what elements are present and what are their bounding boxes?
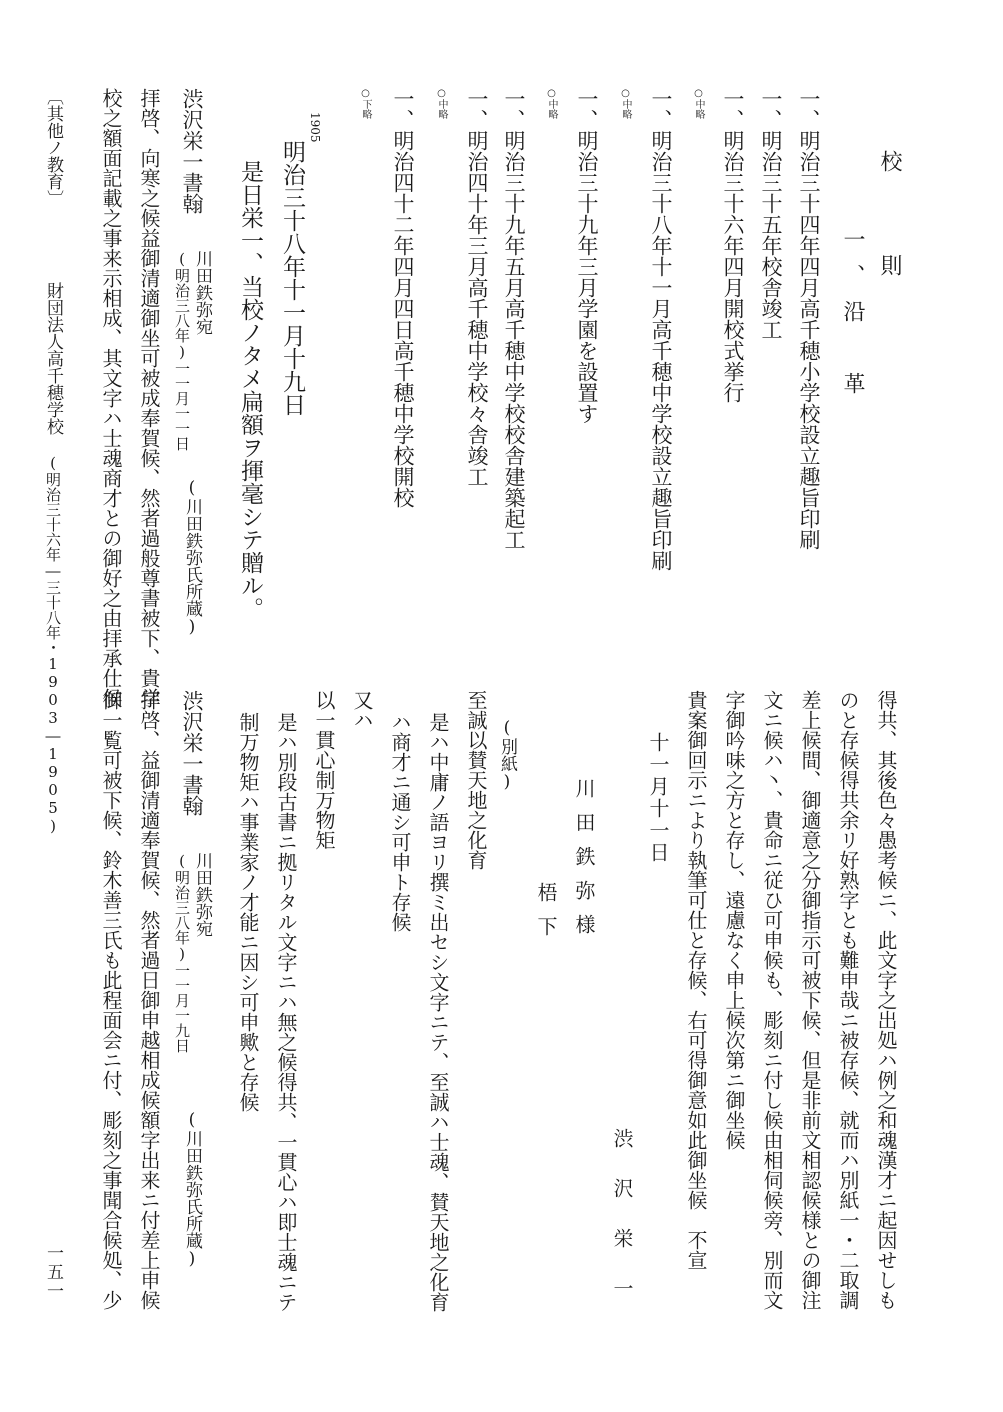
running-organization: 財団法人高千穂学校: [43, 282, 63, 435]
history-item-3: 一、明治三十六年四月開校式挙行: [721, 88, 745, 403]
letter-continuation-line: のと存候得共余リ好熟字とも難申哉ニ被存候、就而ハ別紙一・二取調: [836, 690, 860, 1310]
history-item-5: 一、明治三十九年三月学園を設置す: [575, 88, 599, 424]
letter-source: (川田鉄弥氏所蔵): [182, 478, 202, 637]
omission-end-mark: ○下略: [360, 88, 371, 119]
event-text: 是日栄一、当校ノタメ扁額ヲ揮毫シテ贈ル。: [237, 160, 263, 620]
alternative-label: 又ハ: [350, 690, 374, 730]
letter2-recipient: 川田鉄弥宛: [192, 852, 212, 937]
history-item-7: 一、明治四十年三月高千穂中学校々舎竣工: [465, 88, 489, 487]
history-item-4: 一、明治三十八年十一月高千穂中学校設立趣旨印刷: [649, 88, 673, 571]
letter2-line: 御一覧可被下候、鈴木善三氏も此程面会ニ付、彫刻之事聞合候処、少: [99, 690, 123, 1310]
letter-continuation-line: 差上候間、御適意之分御指示可被下候、但是非前文相認候様との御注: [798, 690, 822, 1310]
letter-continuation-line: 貴案御回示ニより執筆可仕と存候、右可得御意如此御坐候 不宣: [684, 690, 708, 1270]
motto-2-note: 是ハ別段古書ニ拠リタル文字ニハ無之候得共、一貫心ハ即士魂ニテ: [274, 712, 298, 1312]
letter-honorific: 梧下: [534, 882, 558, 950]
letter2-date: (明治三八年)一一月一九日: [173, 852, 191, 1053]
motto-2-note-cont: 制万物矩ハ事業家ノ才能ニ因シ可申歟と存候: [236, 712, 260, 1112]
letter2-source: (川田鉄弥氏所蔵): [182, 1110, 202, 1269]
history-item-2: 一、明治三十五年校舎竣工: [759, 88, 783, 340]
motto-2: 以一貫心制万物矩: [312, 690, 336, 850]
section-title: 校 則: [877, 150, 902, 306]
running-date-range: (明治三十六年―三十八年・1903―1905): [44, 454, 62, 835]
letter-date: (明治三八年)一一月一一日: [173, 250, 191, 451]
motto-1: 至誠以賛天地之化育: [464, 690, 488, 870]
omission-mark: ○中略: [620, 88, 631, 119]
letter2-title: 渋沢栄一書翰: [180, 690, 204, 816]
omission-mark: ○中略: [693, 88, 704, 119]
letter-title: 渋沢栄一書翰: [180, 88, 204, 214]
letter-recipient: 川田鉄弥宛: [192, 250, 212, 335]
running-category: 〔其他ノ教育〕: [43, 88, 63, 207]
history-item-6: 一、明治三十九年五月高千穂中学校校舎建築起工: [502, 88, 526, 550]
history-item-8: 一、明治四十二年四月四日高千穂中学校開校: [391, 88, 415, 508]
letter-continuation-line: 文ニ候ハ丶、貴命ニ従ひ可申候も、彫刻ニ付し候由相伺候旁、別而文: [760, 690, 784, 1310]
attachment-label: (別紙): [497, 718, 517, 792]
western-year: 1905: [308, 112, 322, 143]
section-heading: 一、沿 革: [840, 228, 865, 408]
letter-recipient-name: 川田鉄弥様: [572, 778, 596, 948]
motto-1-note: 是ハ中庸ノ語ヨリ撰ミ出セシ文字ニテ、至誠ハ士魂、賛天地之化育: [426, 712, 450, 1312]
motto-1-note-cont: ハ商才ニ通シ可申ト存候: [388, 712, 412, 932]
omission-mark: ○中略: [546, 88, 557, 119]
letter-continuation-line: 得共、其後色々愚考候ニ、此文字之出処ハ例之和魂漢才ニ起因せしも: [874, 690, 898, 1310]
letter-sender: 渋沢栄一: [610, 1128, 634, 1328]
date-heading: 明治三十八年十一月十九日: [279, 140, 305, 416]
letter-date-closing: 十一月十一日: [646, 732, 670, 864]
page-number: 一五一: [43, 1244, 63, 1301]
letter2-line: 拝啓、益御清適奉賀候、然者過日御申越相成候額字出来ニ付差上申候: [137, 690, 161, 1310]
letter-continuation-line: 字御吟味之方と存し、遠慮なく申上候次第ニ御坐候: [722, 690, 746, 1150]
letter-line: 校之額面記載之事来示相成、其文字ハ士魂商才との御好之由拝承仕候: [99, 88, 123, 708]
letter-line: 拝啓、向寒之候益御清適御坐可被成奉賀候、然者過般尊書被下、貴学: [137, 88, 161, 708]
omission-mark: ○中略: [436, 88, 447, 119]
history-item-1: 一、明治三十四年四月高千穂小学校設立趣旨印刷: [797, 88, 821, 550]
